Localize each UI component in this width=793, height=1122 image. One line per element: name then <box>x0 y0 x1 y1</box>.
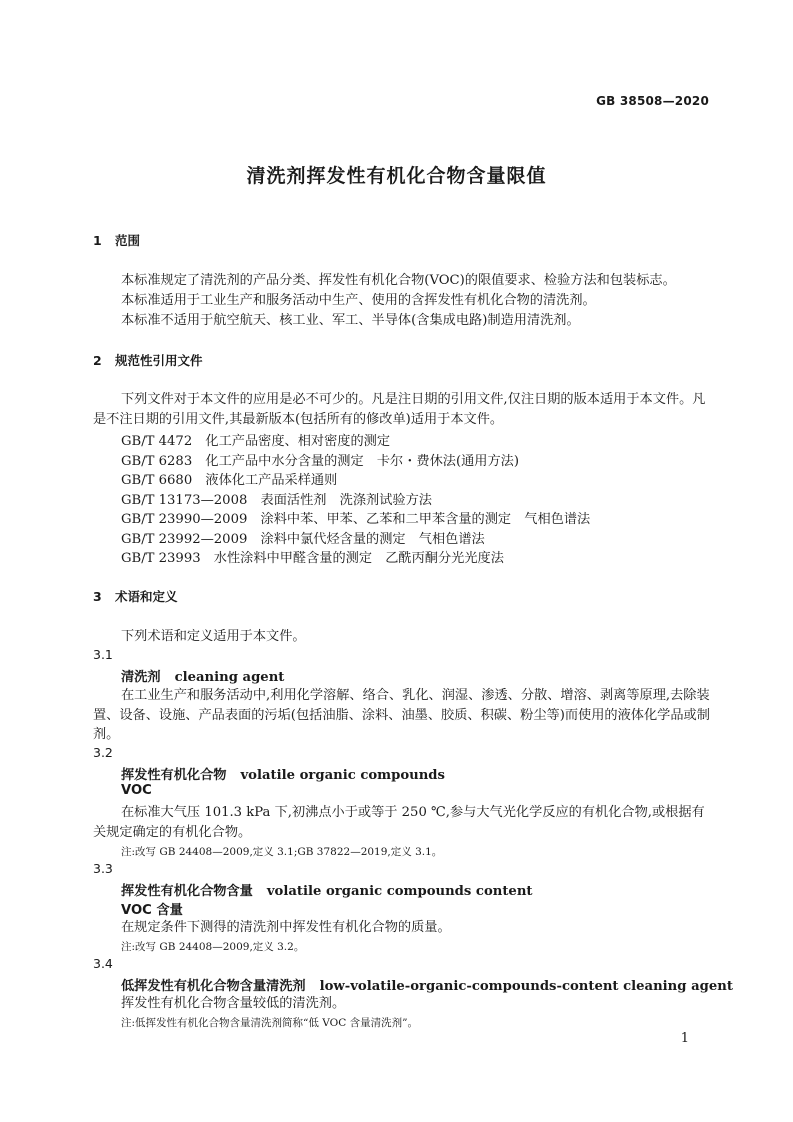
term-definition: 在规定条件下测得的清洗剂中挥发性有机化合物的质量。 <box>121 920 451 935</box>
section-number: 3 <box>93 589 102 604</box>
clause-number: 3.3 <box>93 861 113 876</box>
term-english: volatile organic compounds <box>240 768 445 783</box>
term-note: 注:改写 GB 24408—2009,定义 3.1;GB 37822—2019,定义 3.1。 <box>121 846 443 858</box>
reference-item: GB/T 23993 水性涂料中甲醛含量的测定 乙酰丙酮分光光度法 <box>121 551 504 566</box>
clause-number: 3.4 <box>93 956 113 971</box>
section-heading-normative-references <box>93 351 203 369</box>
term-english: low-volatile-organic-compounds-content cleaning agent <box>319 979 733 994</box>
section-number: 2 <box>93 353 102 368</box>
term-entry <box>121 666 284 685</box>
reference-item: GB/T 6680 液体化工产品采样通则 <box>121 473 338 488</box>
section-number: 1 <box>93 233 102 248</box>
section-title: 规范性引用文件 <box>115 353 203 368</box>
clause-number: 3.2 <box>93 745 113 760</box>
standard-code: GB 38508—2020 <box>596 94 709 108</box>
term-chinese: 清洗剂 <box>121 670 161 685</box>
scope-paragraph: 本标准适用于工业生产和服务活动中生产、使用的含挥发性有机化合物的清洗剂。 <box>121 293 596 308</box>
term-entry <box>121 764 445 783</box>
section-title: 术语和定义 <box>115 589 178 604</box>
term-note: 注:改写 GB 24408—2009,定义 3.2。 <box>121 941 305 953</box>
clause-number: 3.1 <box>93 647 113 662</box>
term-chinese: 挥发性有机化合物 <box>121 768 227 783</box>
term-chinese: 低挥发性有机化合物含量清洗剂 <box>121 979 306 994</box>
reference-item: GB/T 23992—2009 涂料中氯代烃含量的测定 气相色谱法 <box>121 532 485 547</box>
term-definition: 在标准大气压 101.3 kPa 下,初沸点小于或等于 250 ℃,参与大气光化学反应的有机化合物,或根据有关规定确定的有机化合物。 <box>93 805 705 840</box>
page-number: 1 <box>680 1031 689 1046</box>
term-abbreviation-text: VOC <box>121 783 152 798</box>
term-entry <box>121 975 733 994</box>
term-abbreviation <box>121 899 183 918</box>
term-entry <box>121 880 533 899</box>
term-definition: 挥发性有机化合物含量较低的清洗剂。 <box>121 996 346 1011</box>
section-title: 范围 <box>115 233 141 248</box>
term-english: cleaning agent <box>174 670 285 685</box>
section-heading-scope <box>93 231 140 249</box>
term-definition: 在工业生产和服务活动中,利用化学溶解、络合、乳化、润湿、渗透、分散、增溶、剥离等原理,去除装置、设备、设施、产品表面的污垢(包括油脂、涂料、油墨、胶质、积碳、粉尘等)而使用的液体化学品或制剂。 <box>93 688 710 742</box>
scope-paragraph: 本标准规定了清洗剂的产品分类、挥发性有机化合物(VOC)的限值要求、检验方法和包装标志。 <box>121 273 676 288</box>
scope-paragraph: 本标准不适用于航空航天、核工业、军工、半导体(含集成电路)制造用清洗剂。 <box>121 313 580 328</box>
reference-item: GB/T 6283 化工产品中水分含量的测定 卡尔・费休法(通用方法) <box>121 454 520 469</box>
reference-item: GB/T 4472 化工产品密度、相对密度的测定 <box>121 434 391 449</box>
term-note: 注:低挥发性有机化合物含量清洗剂简称“低 VOC 含量清洗剂”。 <box>121 1017 418 1029</box>
term-abbreviation-text: VOC 含量 <box>121 903 183 918</box>
reference-item: GB/T 13173—2008 表面活性剂 洗涤剂试验方法 <box>121 493 432 508</box>
terms-intro-paragraph: 下列术语和定义适用于本文件。 <box>121 629 306 644</box>
term-english: volatile organic compounds content <box>266 884 533 899</box>
document-title: 清洗剂挥发性有机化合物含量限值 <box>246 165 547 187</box>
normative-intro-paragraph: 下列文件对于本文件的应用是必不可少的。凡是注日期的引用文件,仅注日期的版本适用于本文件。凡是不注日期的引用文件,其最新版本(包括所有的修改单)适用于本文件。 <box>93 392 706 427</box>
section-heading-terms <box>93 587 178 605</box>
term-chinese: 挥发性有机化合物含量 <box>121 884 253 899</box>
term-abbreviation <box>121 783 152 798</box>
reference-item: GB/T 23990—2009 涂料中苯、甲苯、乙苯和二甲苯含量的测定 气相色谱法 <box>121 512 591 527</box>
